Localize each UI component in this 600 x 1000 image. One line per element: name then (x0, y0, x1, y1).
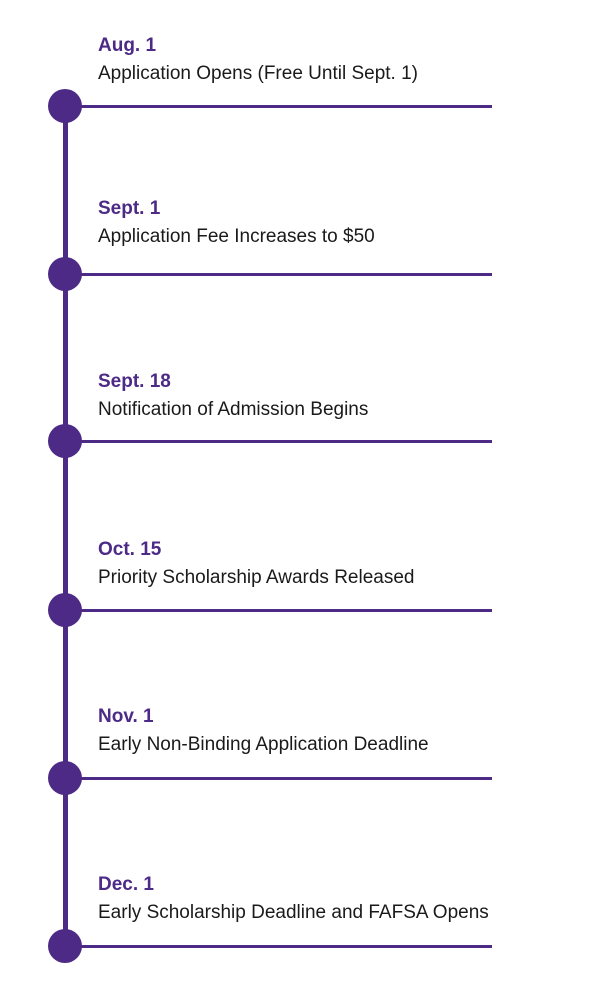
event-date: Dec. 1 (98, 874, 154, 895)
timeline-node-dot (48, 424, 82, 458)
event-divider (65, 945, 492, 948)
timeline-event (0, 702, 600, 802)
event-date: Nov. 1 (98, 706, 154, 727)
event-divider (65, 609, 492, 612)
timeline-node-dot (48, 89, 82, 123)
timeline-node-dot (48, 929, 82, 963)
timeline-node-dot (48, 257, 82, 291)
event-label: Early Non-Binding Application Deadline (98, 734, 429, 755)
timeline-node-dot (48, 761, 82, 795)
event-divider (65, 273, 492, 276)
event-date: Sept. 1 (98, 198, 161, 219)
event-divider (65, 440, 492, 443)
timeline-event (0, 870, 600, 970)
event-date: Aug. 1 (98, 35, 157, 56)
event-date: Sept. 18 (98, 371, 171, 392)
event-label: Early Scholarship Deadline and FAFSA Opens (98, 902, 489, 923)
event-label: Application Opens (Free Until Sept. 1) (98, 63, 418, 84)
timeline-event (0, 365, 600, 465)
timeline-event (0, 534, 600, 634)
timeline-event (0, 30, 600, 130)
event-divider (65, 105, 492, 108)
event-label: Notification of Admission Begins (98, 399, 369, 420)
timeline-event (0, 198, 600, 298)
event-label: Application Fee Increases to $50 (98, 226, 375, 247)
event-date: Oct. 15 (98, 539, 162, 560)
event-divider (65, 777, 492, 780)
event-label: Priority Scholarship Awards Released (98, 567, 415, 588)
timeline-node-dot (48, 593, 82, 627)
